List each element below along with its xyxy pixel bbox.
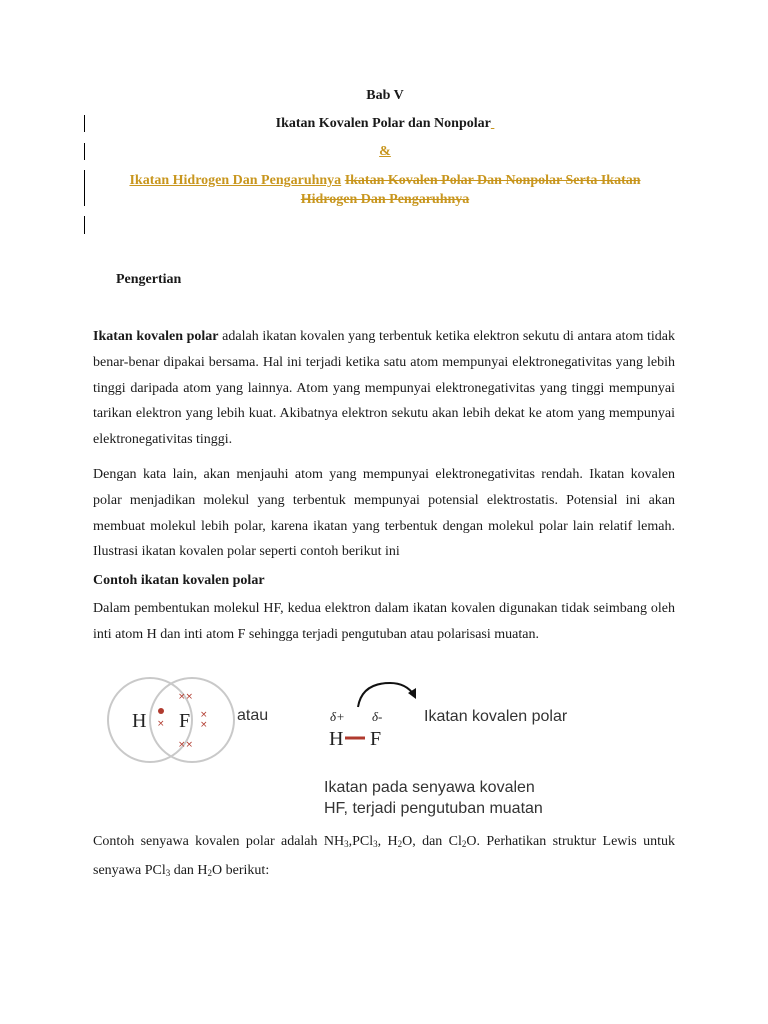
chapter-label: Bab V	[366, 88, 404, 103]
shared-electron-dot	[158, 708, 164, 714]
subtitle	[94, 171, 676, 209]
text-run: O, dan Cl	[402, 834, 462, 849]
change-bar	[84, 170, 85, 206]
bond-label: Ikatan kovalen polar	[424, 708, 568, 725]
subtitle-deleted-2: Hidrogen Dan Pengaruhnya	[300, 192, 470, 207]
atom-h-label: H	[132, 710, 147, 732]
atom-f-label: F	[179, 710, 191, 732]
change-bar	[84, 216, 85, 234]
caption-line-1: Ikatan pada senyawa kovalen	[324, 779, 535, 796]
text-run: O. Perhatikan struktur Lewis untuk senyawa PCl	[93, 834, 675, 878]
subtitle-deleted: Ikatan Kovalen Polar Dan Nonpolar Serta Ikatan	[344, 173, 641, 188]
paragraph: Dalam pembentukan molekul HF, kedua elektron dalam ikatan kovalen digunakan tidak seimbang oleh inti atom H dan inti atom F sehingga terjadi pengutuban atau polarisasi muatan.	[93, 601, 675, 642]
paragraph-text: adalah ikatan kovalen yang terbentuk ketika elektron sekutu di antara atom tidak benar-benar dipakai bersama. Hal ini terjadi ketika satu atom mempunyai elektronegativitas yang lebih tinggi daripada atom yang lainnya. Atom yang mempunyai elektronegativitas yang tinggi mempunyai tarikan elektron yang lebih kuat. Akibatnya elektron sekutu akan lebih dekat ke atom yang mempunyai elektronegativitas tinggi.	[93, 329, 676, 448]
subscript: 3	[373, 839, 378, 849]
caption-line-2: HF, terjadi pengutuban muatan	[324, 800, 543, 817]
subscript: 2	[207, 867, 213, 878]
or-text: atau	[237, 707, 269, 724]
change-bar	[84, 143, 85, 160]
example-heading: Contoh ikatan kovalen polar	[93, 573, 265, 588]
title-line	[94, 116, 676, 132]
bold-term: Ikatan kovalen polar	[93, 329, 219, 344]
subscript: 2	[461, 839, 467, 849]
lone-pair-top: ××	[178, 692, 194, 702]
page-title: Ikatan Kovalen Polar dan Nonpolar	[275, 116, 491, 131]
text-run: , H	[377, 834, 398, 849]
text-run: O berikut:	[212, 862, 270, 878]
delta-plus: δ+	[330, 709, 345, 724]
bond-atom-f: F	[370, 728, 382, 750]
text-run: Contoh senyawa kovalen polar adalah NH	[93, 834, 345, 849]
paragraph: Dengan kata lain, akan menjauhi atom yang mempunyai elektronegativitas rendah. Ikatan kovalen polar menjadikan molekul yang terbentuk mempunyai potensial elektrostatis. Potensial ini akan membuat molekul lebih polar, karena ikatan yang terbentuk dengan molekul polar lain relatif lemah. Ilustrasi ikatan kovalen polar seperti contoh berikut ini	[93, 466, 675, 560]
subscript: 3	[344, 839, 349, 849]
text-run: ,PCl	[348, 834, 374, 849]
subscript: 3	[165, 867, 171, 878]
body-paragraphs	[93, 324, 675, 574]
lone-pair-bottom: ××	[178, 740, 194, 750]
inserted-space	[491, 116, 495, 131]
text-run: dan H	[170, 862, 208, 878]
lone-pair-right-1: ×	[200, 710, 208, 720]
curved-arrow-icon	[358, 683, 414, 707]
delta-minus: δ-	[372, 709, 383, 724]
subscript: 2	[397, 839, 403, 849]
paragraph	[93, 829, 675, 887]
section-heading: Pengertian	[116, 272, 182, 287]
bond-atom-h: H	[329, 728, 344, 750]
lone-pair-right-2: ×	[200, 720, 208, 730]
hf-bond-figure	[100, 675, 580, 825]
ampersand: &	[379, 144, 391, 159]
shared-electron-cross: ×	[157, 719, 165, 729]
change-bar	[84, 115, 85, 132]
paragraph	[93, 324, 675, 453]
subtitle-inserted: Ikatan Hidrogen Dan Pengaruhnya	[129, 173, 342, 188]
